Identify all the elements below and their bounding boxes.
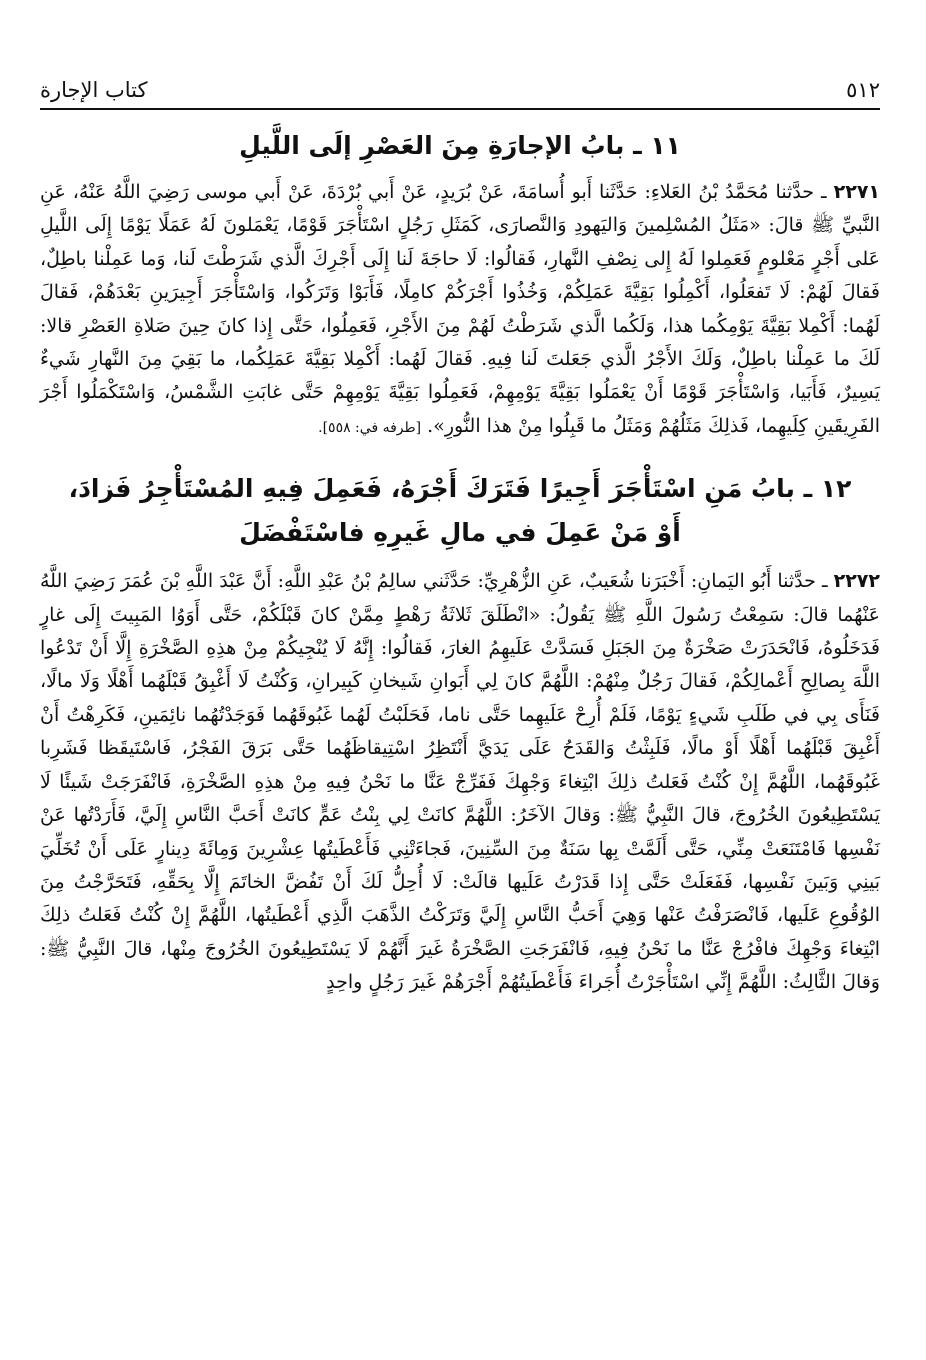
header-rule [40, 108, 880, 110]
chapter-heading-11: ١١ ـ بابُ الإجارَةِ مِنَ العَصْرِ إلَى اللَّيلِ [239, 131, 681, 160]
chapter-heading-12 [40, 467, 880, 555]
hadith-text: ـ حدَّثنا مُحَمَّدُ بْنُ العَلاءِ: حَدَّثَنا أَبو أُسامَةَ، عَنْ بُرَيدٍ، عَنْ أَبي بُرْدَةَ، عَنْ أَبي موسى رَضِيَ اللَّهُ عَنْهُ، عَنِ النَّبيِّ ﷺ قالَ: «مَثَلُ المُسْلِمينَ وَاليَهودِ وَالنَّصارَى، كَمَثَلِ رَجُلٍ اسْتَأْجَرَ قَوْمًا، يَعْمَلونَ لَهُ عَمَلًا يَوْمًا إِلَى اللَّيلِ عَلى أَجْرٍ مَعْلومٍ فَعَمِلوا لَهُ إِلى نِصْفِ النَّهارِ، فَقالُوا: لَا حاجَةَ لَنا إِلَى أَجْرِكَ الَّذي شَرَطْتَ لَنا، وَما عَمِلْنا باطِلٌ، فَقالَ لَهُمْ: لَا تَفعَلُوا، أَكْمِلُوا بَقِيَّةَ عَمَلِكُمْ، وَخُذُوا أَجْرَكُمْ كامِلًا، فَأَبَوْا وَتَرَكُوا، وَاسْتَأْجَرَ أَجِيرَينِ بَعْدَهُمْ، فَقالَ لَهُما: أَكْمِلا بَقِيَّةَ يَوْمِكُما هذا، وَلَكُما الَّذي شَرَطْتُ لَهُمْ مِنَ الأَجْرِ، فَعَمِلُوا، حَتَّى إِذا كانَ حِينَ صَلاةِ العَصْرِ قالا: لَكَ ما عَمِلْنا باطِلٌ، وَلَكَ الأَجْرُ الَّذي جَعَلتَ لَنا فِيهِ. فَقالَ لَهُما: أَكْمِلا بَقِيَّةَ عَمَلِكُما، ما بَقِيَ مِنَ النَّهارِ شَيءٌ يَسِيرٌ، فَأَبَيا، وَاسْتَأْجَرَ قَوْمًا أَنْ يَعْمَلُوا بَقِيَّةَ يَوْمِهِمْ، فَعَمِلُوا بَقِيَّةَ يَوْمِهِمْ حَتَّى غابَتِ الشَّمْسُ، وَاسْتَكْمَلُوا أَجْرَ الفَرِيقَينِ كِلَيهِما، فَذلِكَ مَثَلُهُمْ وَمَثَلُ ما قَبِلُوا مِنْ هذا النُّورِ». [40, 181, 880, 437]
page-number: ٥١٢ [846, 78, 880, 102]
hadith-2271 [40, 176, 880, 445]
hadith-text: ـ حدَّثنا أَبُو اليَمانِ: أَخْبَرَنا شُعَيبٌ، عَنِ الزُّهْرِيِّ: حَدَّثَني سالِمُ بْنُ عَبْدِ اللَّهِ: أَنَّ عَبْدَ اللَّهِ بْنَ عُمَرَ رَضِيَ اللَّهُ عَنْهُما قالَ: سَمِعْتُ رَسُولَ اللَّهِ ﷺ يَقُولُ: «انْطَلَقَ ثَلاثَةُ رَهْطٍ مِمَّنْ كانَ قَبْلَكُمْ، حَتَّى أَوَوُا المَبِيتَ إِلَى غارٍ فَدَخَلُوهُ، فَانْحَدَرَتْ صَخْرَةٌ مِنَ الجَبَلِ فَسَدَّتْ عَلَيهِمُ الغارَ، فَقالُوا: إِنَّهُ لَا يُنْجِيكُمْ مِنْ هذِهِ الصَّخْرَةِ إِلَّا أَنْ تَدْعُوا اللَّهَ بِصالِحِ أَعْمالِكُمْ، فَقالَ رَجُلٌ مِنْهُمْ: اللَّهُمَّ كانَ لِي أَبَوانِ شَيخانِ كَبِيرانِ، وَكُنْتُ لَا أَغْبِقُ قَبْلَهُما أَهْلًا وَلَا مالًا، فَنَأَى بِي في طَلَبِ شَيءٍ يَوْمًا، فَلَمْ أُرِحْ عَلَيهِما حَتَّى ناما، فَحَلَبْتُ لَهُما غَبُوقَهُما فَوَجَدْتُهُما نائِمَينِ، فَكَرِهْتُ أَنْ أَغْبِقَ قَبْلَهُما أَهْلًا أَوْ مالًا، فَلَبِثْتُ وَالقَدَحُ عَلَى يَدَيَّ أَنْتَظِرُ اسْتِيقاظَهُما حَتَّى بَرَقَ الفَجْرُ، فَاسْتَيقَظا فَشَرِبا غَبُوقَهُما، اللَّهُمَّ إِنْ كُنْتُ فَعَلتُ ذلِكَ ابْتِغاءَ وَجْهِكَ فَفَرِّجْ عَنَّا ما نَحْنُ فِيهِ مِنْ هذِهِ الصَّخْرَةِ، فَانْفَرَجَتْ شَيئًا لَا يَسْتَطِيعُونَ الخُرُوجَ، قالَ النَّبِيُّ ﷺ: وَقالَ الآخَرُ: اللَّهُمَّ كانَتْ لِي بِنْتُ عَمٍّ كانَتْ أَحَبَّ النَّاسِ إِلَيَّ، فَأَرَدْتُها عَنْ نَفْسِها فَامْتَنَعَتْ مِنِّي، حَتَّى أَلَمَّتْ بِها سَنَةٌ مِنَ السِّنِينَ، فَجاءَتْنِي فَأَعْطَيتُها عِشْرِينَ وَمِائَةَ دِينارٍ عَلَى أَنْ تُخَلِّيَ بَينِي وَبَينَ نَفْسِها، فَفَعَلَتْ حَتَّى إِذا قَدَرْتُ عَلَيها قالَتْ: لَا أُحِلُّ لَكَ أَنْ تَفُضَّ الخاتَمَ إِلَّا بِحَقِّهِ، فَتَحَرَّجْتُ مِنَ الوُقُوعِ عَلَيها، فَانْصَرَفْتُ عَنْها وَهِيَ أَحَبُّ النَّاسِ إِلَيَّ وَتَرَكْتُ الذَّهَبَ الَّذِي أَعْطَيتُها، اللَّهُمَّ إِنْ كُنْتُ فَعَلتُ ذلِكَ ابْتِغاءَ وَجْهِكَ فافْرُجْ عَنَّا ما نَحْنُ فِيهِ، فَانْفَرَجَتِ الصَّخْرَةُ غَيرَ أَنَّهُمْ لَا يَسْتَطِيعُونَ الخُرُوجَ مِنْها، قالَ النَّبِيُّ ﷺ: وَقالَ الثَّالِثُ: اللَّهُمَّ إِنِّي اسْتَأْجَرْتُ أُجَراءَ فَأَعْطَيتُهُمْ أَجْرَهُمْ غَيرَ رَجُلٍ واحِدٍ [40, 570, 880, 994]
hadith-number: ٢٢٧١ [833, 181, 881, 203]
running-head [40, 62, 880, 102]
hadith-2272 [40, 565, 880, 999]
book-title: كتاب الإجارة [40, 78, 148, 102]
cross-reference: [طرفه في: ٥٥٨]. [318, 419, 422, 436]
chapter-heading-12-line1: ١٢ ـ بابُ مَنِ اسْتَأْجَرَ أَجِيرًا فَتَرَكَ أَجْرَهُ، فَعَمِلَ فِيهِ المُسْتَأْجِرُ فَزادَ، [68, 474, 852, 504]
chapter-heading-12-line2: أَوْ مَنْ عَمِلَ في مالِ غَيرِهِ فاسْتَفْضَلَ [239, 518, 681, 548]
hadith-number: ٢٢٧٢ [833, 570, 880, 593]
